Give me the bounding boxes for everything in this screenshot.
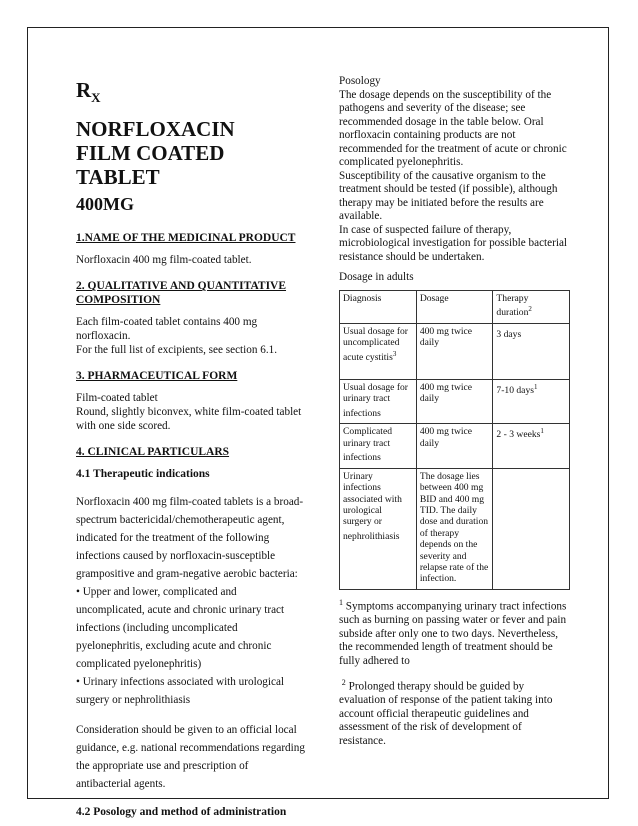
dosage-table: [339, 290, 570, 590]
right-column: [339, 75, 570, 748]
cell-dosage: 400 mg twice daily: [416, 324, 493, 380]
drug-title: [76, 117, 306, 189]
table-header-row: [340, 291, 570, 324]
susceptibility-text: Susceptibility of the causative organism to the treatment should be tested (if possible), although therapy may be initiated before the results are available.: [339, 169, 558, 222]
indication-bullet-1: • Upper and lower, complicated and uncomplicated, acute and chronic urinary tract infections (including uncomplicated pyelonephritis, excluding acute and chronic complicated pyelonephritis): [76, 586, 285, 671]
posology-text: The dosage depends on the susceptibility of the pathogens and severity of the disease; see recommended dosage in the table below. Oral norfloxacin containing products are not recommended for the treatment of acute or chronic complicated pyelonephritis.: [339, 88, 567, 168]
header-dosage: Dosage: [416, 291, 493, 324]
cell-dosage: The dosage lies between 400 mg BID and 400 mg TID. The daily dose and duration of therapy depends on the severity and relapse rate of the infection.: [416, 468, 493, 589]
cell-dosage: 400 mg twice daily: [416, 424, 493, 468]
table-row: [340, 424, 570, 468]
footnote-2: $^2$ Prolonged therapy should be guided by evaluation of response of the patient taking into account official therapeutic guidelines and assessment of the risk of development of resistance.: [339, 678, 553, 747]
indications-text: Norfloxacin 400 mg film-coated tablets is a broad-spectrum bactericidal/chemotherapeutic agent, indicated for the treatment of the following infections caused by norfloxacin-susceptible grampositive and gram-negative aerobic bacteria:: [76, 496, 304, 581]
cell-diagnosis: Usual dosage for urinary tract infections: [340, 380, 417, 424]
consideration-text: Consideration should be given to an official local guidance, e.g. national recommendations regarding the appropriate use and prescription of antibacterial agents.: [76, 724, 305, 791]
cell-duration: 7-10 days$^1$: [493, 380, 570, 424]
title-line: FILM COATED: [76, 141, 225, 166]
title-line: NORFLOXACIN: [76, 117, 235, 142]
drug-strength: 400MG: [76, 194, 134, 215]
footnote-1: $^1$ Symptoms accompanying urinary tract infections such as burning on passing water or fever and pain subside after only one to two days. Nevertheless, the recommended length of treatment should be fully adhered to: [339, 597, 567, 667]
cell-duration: 3 days: [493, 324, 570, 380]
composition-text: Each film-coated tablet contains 400 mg norfloxacin.: [76, 316, 258, 343]
table-row: [340, 380, 570, 424]
section-1-heading: 1.NAME OF THE MEDICINAL PRODUCT: [76, 232, 296, 245]
posology-label: Posology: [339, 75, 381, 87]
table-row: [340, 324, 570, 380]
section-2-heading: 2. QUALITATIVE AND QUANTITATIVE COMPOSITION: [76, 280, 287, 307]
cell-diagnosis: Complicated urinary tract infections: [340, 424, 417, 468]
left-column: [76, 75, 306, 819]
cell-duration: [493, 468, 570, 589]
header-duration: Therapy duration$^2$: [493, 291, 570, 324]
cell-diagnosis: Urinary infections associated with urological surgery or nephrolithiasis: [340, 468, 417, 589]
section-4-heading: 4. CLINICAL PARTICULARS: [76, 446, 230, 459]
form-text: Film-coated tablet: [76, 392, 158, 405]
section-2-text: [76, 315, 306, 357]
section-1-text: Norfloxacin 400 mg film-coated tablet.: [76, 254, 252, 267]
cell-duration: 2 - 3 weeks$^1$: [493, 424, 570, 468]
cell-dosage: 400 mg twice daily: [416, 380, 493, 424]
table-row: [340, 468, 570, 589]
excipients-text: For the full list of excipients, see section 6.1.: [76, 344, 278, 357]
rx-symbol: $R_X$: [76, 78, 101, 106]
title-line: TABLET: [76, 165, 160, 190]
cell-diagnosis: Usual dosage for uncomplicated acute cystitis$^3$: [340, 324, 417, 380]
header-diagnosis: Diagnosis: [340, 291, 417, 324]
section-3-heading: 3. PHARMACEUTICAL FORM: [76, 370, 238, 383]
failure-text: In case of suspected failure of therapy, microbiological investigation for possible bacterial resistance should be undertaken.: [339, 223, 568, 263]
indication-bullet-2: • Urinary infections associated with urological surgery or nephrolithiasis: [76, 676, 285, 707]
section-4-2-heading: 4.2 Posology and method of administration: [76, 806, 287, 819]
section-3-text: [76, 391, 306, 433]
dosage-adults-label: Dosage in adults: [339, 271, 414, 283]
form-description: Round, slightly biconvex, white film-coated tablet with one side scored.: [76, 406, 302, 433]
section-4-1-heading: 4.1 Therapeutic indications: [76, 468, 210, 481]
